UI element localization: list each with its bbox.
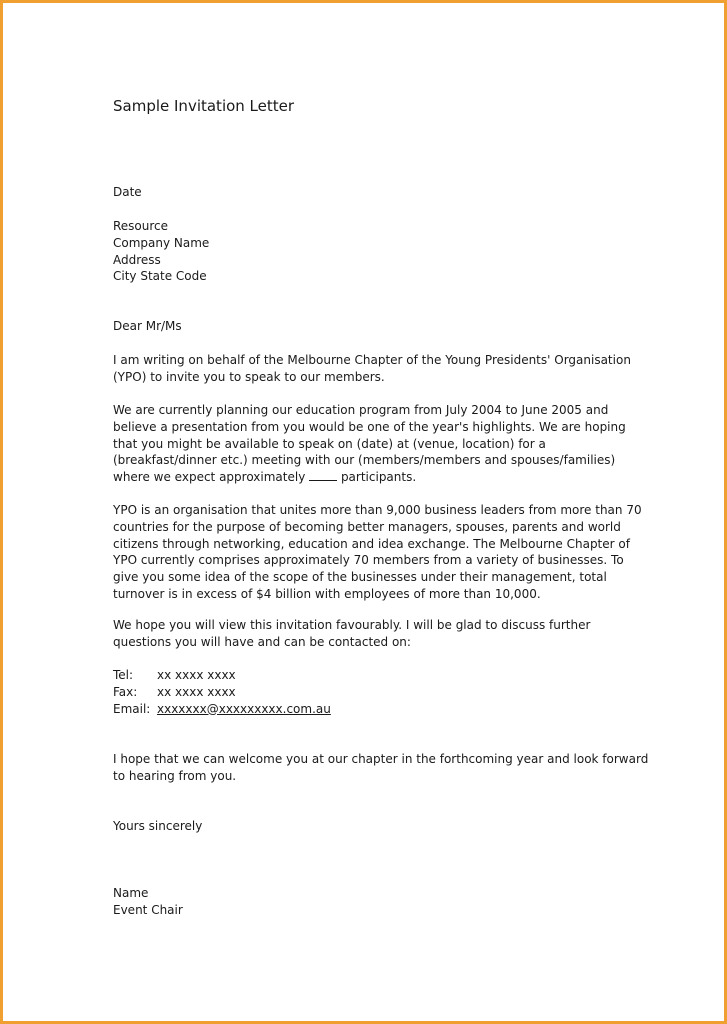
date-text: Date [113, 185, 142, 199]
recipient-line: City State Code [113, 269, 207, 284]
closing [113, 818, 202, 835]
contact-details [113, 667, 331, 717]
email-label: Email: [113, 701, 151, 716]
paragraph-line: to hearing from you. [113, 768, 237, 783]
paragraph-contact-intro [113, 617, 590, 651]
paragraph-line: turnover is in excess of $4 billion with employees of more than 10,000. [113, 586, 541, 601]
fax-value: xx xxxx xxxx [157, 684, 236, 699]
contact-email-row [113, 701, 331, 718]
paragraph-line: believe a presentation from you would be one of the year's highlights. We are hoping [113, 419, 626, 434]
paragraph-line: (YPO) to invite you to speak to our members. [113, 369, 385, 384]
signature-block [113, 885, 183, 919]
paragraph-line: I am writing on behalf of the Melbourne Chapter of the Young Presidents' Organisation [113, 353, 631, 367]
paragraph-line: We hope you will view this invitation favourably. I will be glad to discuss further [113, 618, 591, 632]
participants-blank [309, 469, 337, 481]
paragraph-intro [113, 352, 631, 386]
recipient-line: Resource [113, 219, 169, 233]
paragraph-line: countries for the purpose of becoming better managers, spouses, parents and world [113, 519, 621, 534]
contact-tel-row [113, 667, 331, 684]
fax-label: Fax: [113, 684, 138, 699]
letter-title: Sample Invitation Letter [113, 97, 295, 115]
date-line [113, 184, 142, 201]
paragraph-line: We are currently planning our education program from July 2004 to June 2005 and [113, 403, 609, 417]
tel-value: xx xxxx xxxx [157, 668, 236, 682]
tel-label: Tel: [113, 668, 134, 682]
salutation [113, 318, 182, 335]
paragraph-line: I hope that we can welcome you at our chapter in the forthcoming year and look forward [113, 752, 649, 766]
paragraph-about-ypo [113, 502, 642, 603]
paragraph-line: (breakfast/dinner etc.) meeting with our (members/members and spouses/families) [113, 453, 616, 468]
email-link[interactable]: xxxxxxx@xxxxxxxxx.com.au [157, 701, 331, 716]
paragraph-line: citizens through networking, education and idea exchange. The Melbourne Chapter of [113, 536, 630, 551]
recipient-line: Address [113, 252, 161, 267]
paragraph-line: questions you will have and can be contacted on: [113, 634, 411, 649]
paragraph-line-end: participants. [337, 470, 417, 485]
contact-fax-row [113, 684, 331, 701]
signature-name: Name [113, 886, 149, 900]
signature-role: Event Chair [113, 902, 183, 917]
closing-text: Yours sincerely [113, 819, 203, 833]
paragraph-program [113, 402, 626, 486]
paragraph-line [113, 469, 626, 486]
recipient-line: Company Name [113, 235, 210, 250]
paragraph-line: YPO currently comprises approximately 70 members from a variety of businesses. To [113, 553, 624, 568]
paragraph-closing [113, 751, 648, 785]
paragraph-line: give you some idea of the scope of the businesses under their management, total [113, 570, 607, 585]
recipient-address [113, 218, 209, 285]
paragraph-line: YPO is an organisation that unites more than 9,000 business leaders from more than 70 [113, 503, 642, 517]
paragraph-line-start: where we expect approximately [113, 470, 310, 485]
paragraph-line: that you might be available to speak on (date) at (venue, location) for a [113, 436, 546, 451]
salutation-text: Dear Mr/Ms [113, 319, 182, 333]
